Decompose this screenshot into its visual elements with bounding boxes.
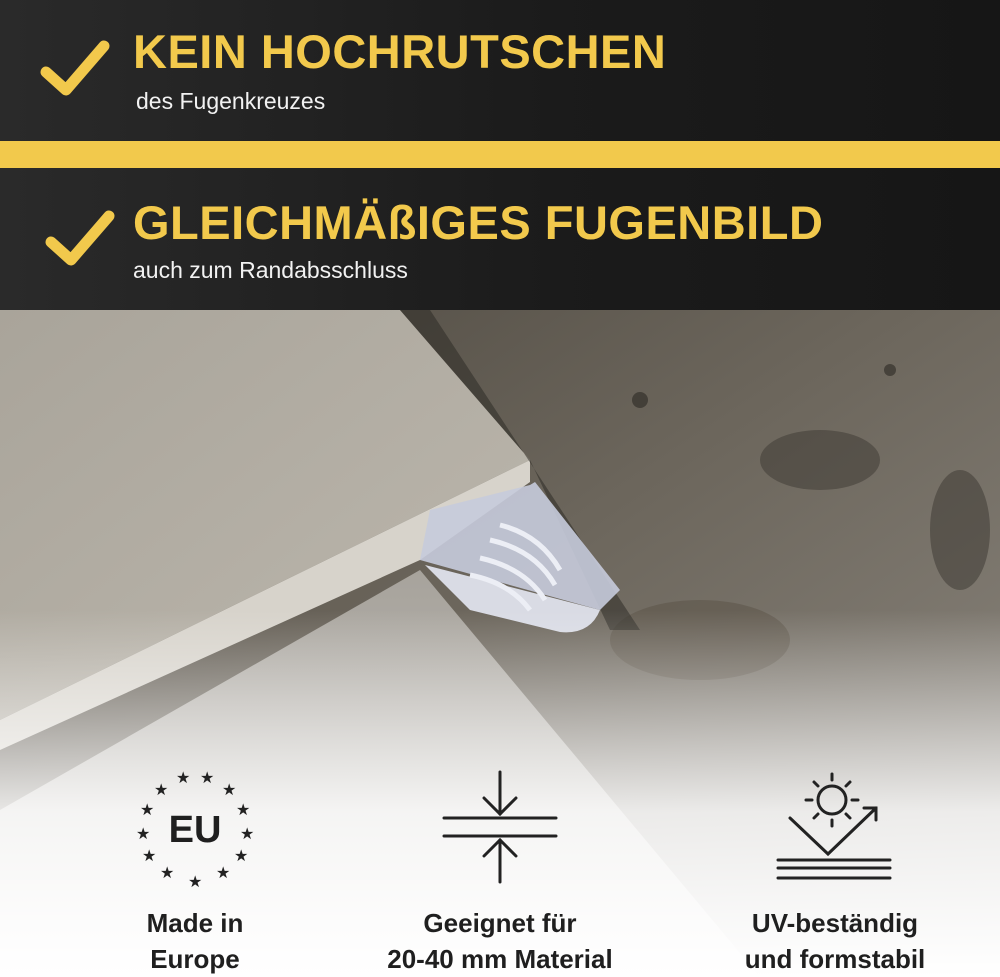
banner-top: [0, 0, 1000, 141]
svg-text:★: ★: [176, 768, 191, 787]
svg-text:★: ★: [136, 824, 151, 843]
svg-text:★: ★: [154, 780, 169, 799]
svg-text:★: ★: [222, 780, 237, 799]
material-thickness-icon: [440, 768, 560, 886]
svg-text:★: ★: [160, 863, 175, 882]
feature-line2: 20-40 mm Material: [387, 944, 613, 974]
svg-text:★: ★: [240, 824, 255, 843]
eu-badge-text: EU: [168, 809, 222, 851]
checkmark-icon: [40, 38, 110, 98]
banner-subtitle: auch zum Randabsschluss: [133, 257, 408, 283]
svg-text:★: ★: [236, 800, 251, 819]
checkmark-icon: [45, 208, 115, 268]
svg-text:★: ★: [140, 800, 155, 819]
svg-text:★: ★: [200, 768, 215, 787]
svg-text:★: ★: [188, 872, 203, 890]
feature-line2: und formstabil: [744, 944, 926, 974]
feature-line1: Geeignet für: [423, 908, 577, 938]
banner-second: [0, 168, 1000, 310]
feature-line1: Made in: [146, 908, 244, 938]
svg-text:★: ★: [216, 863, 231, 882]
divider-bar: [0, 141, 1000, 168]
banner-title: KEIN HOCHRUTSCHEN: [133, 25, 667, 78]
banner-subtitle: des Fugenkreuzes: [136, 88, 326, 114]
uv-sun-icon: [772, 768, 897, 886]
svg-text:★: ★: [142, 846, 157, 865]
feature-line1: UV-beständig: [751, 908, 919, 938]
banner-title: GLEICHMÄßIGES FUGENBILD: [133, 196, 824, 249]
svg-text:★: ★: [234, 846, 249, 865]
feature-line2: Europe: [150, 944, 240, 974]
